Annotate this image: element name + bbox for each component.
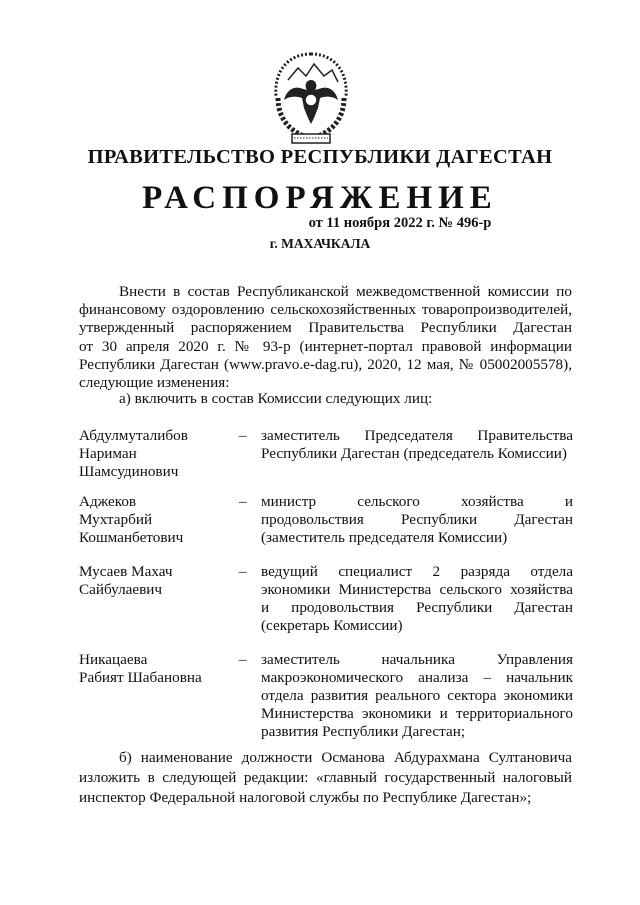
member-position: заместитель начальника Управления макроэкономического анализа – начальник отдела развития реального сектора экономики Министерства экономики и территориального развития Республики Дагестан; — [261, 651, 573, 740]
intro-line: Республики Дагестан (www.pravo.e-dag.ru), 2020, 12 мая, № 05002005578), — [79, 355, 572, 373]
intro-line: Внести в состав Республиканской межведомственной комиссии по — [119, 283, 572, 300]
intro-line: следующие изменения: — [79, 374, 230, 392]
member-name: Никацаева Рабият Шабановна — [79, 651, 202, 686]
document-type: РАСПОРЯЖЕНИЕ — [142, 180, 498, 216]
member-dash: – — [239, 427, 247, 444]
government-title: ПРАВИТЕЛЬСТВО РЕСПУБЛИКИ ДАГЕСТАН — [87, 146, 553, 168]
member-name: Абдулмуталибов Нариман Шамсудинович — [79, 427, 188, 480]
intro-line: от 30 апреля 2020 г. № 93-р (интернет-портал правовой информации — [79, 337, 572, 355]
intro-paragraph — [79, 283, 572, 392]
item-b-line: б) наименование должности Османова Абдурахмана Султановича — [119, 749, 572, 766]
item-a: а) включить в состав Комиссии следующих лиц: — [119, 390, 433, 407]
member-dash: – — [239, 651, 247, 668]
member-position: ведущий специалист 2 разряда отдела экономики Министерства сельского хозяйства и продовольствия Республики Дагестан (секретарь Комиссии) — [261, 563, 573, 634]
member-name: Мусаев Махач Сайбулаевич — [79, 563, 173, 598]
intro-line: утвержденный распоряжением Правительства Республики Дагестан — [79, 319, 572, 337]
item-b-paragraph — [79, 748, 572, 808]
member-position: заместитель Председателя Правительства Республики Дагестан (председатель Комиссии) — [261, 427, 573, 462]
document-date: от 11 ноября 2022 г. № 496-р — [308, 215, 492, 231]
member-position: министр сельского хозяйства и продовольствия Республики Дагестан (заместитель председателя Комиссии) — [261, 493, 573, 546]
item-b-line: изложить в следующей редакции: «главный государственный налоговый — [79, 769, 572, 786]
member-dash: – — [239, 493, 247, 510]
member-dash: – — [239, 563, 247, 580]
coat-of-arms-icon — [268, 50, 354, 146]
intro-line: финансовому оздоровлению сельскохозяйственных товаропроизводителей, — [79, 301, 572, 319]
member-name: Аджеков Мухтарбий Кошманбетович — [79, 493, 184, 546]
item-b-line: инспектор Федеральной налоговой службы по Республике Дагестан»; — [79, 789, 532, 806]
document-city: г. МАХАЧКАЛА — [269, 236, 371, 251]
